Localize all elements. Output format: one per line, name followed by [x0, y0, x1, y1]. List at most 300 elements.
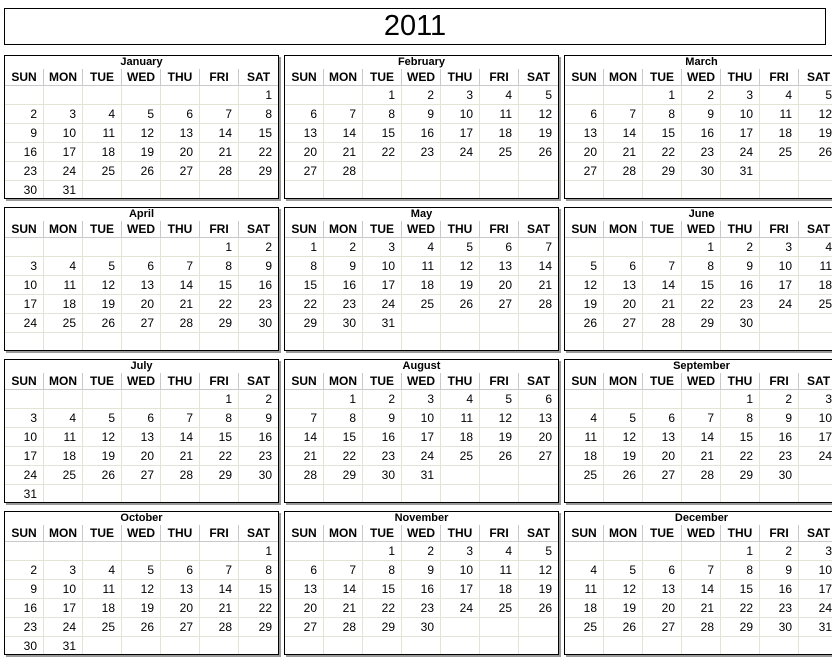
- day-cell: 5: [604, 561, 643, 580]
- empty-day-cell: [480, 466, 519, 485]
- day-cell: 25: [480, 599, 519, 618]
- day-cell: 23: [239, 295, 278, 314]
- day-cell: 15: [363, 124, 402, 143]
- empty-day-cell: [5, 238, 44, 257]
- weekday-header: MON: [604, 221, 643, 238]
- day-cell: 22: [324, 447, 363, 466]
- day-cell: 14: [643, 276, 682, 295]
- day-cell: 9: [402, 105, 441, 124]
- day-cell: 16: [5, 599, 44, 618]
- day-cell: 31: [721, 162, 760, 181]
- day-cell: 26: [604, 466, 643, 485]
- day-cell: 4: [83, 561, 122, 580]
- day-cell: 22: [721, 599, 760, 618]
- day-cell: 2: [239, 390, 278, 409]
- weekday-header: SAT: [799, 69, 832, 86]
- month-title: January: [120, 56, 163, 68]
- weekday-header: FRI: [480, 221, 519, 238]
- month-days-grid: [285, 221, 558, 351]
- day-cell: 27: [643, 618, 682, 637]
- empty-day-cell: [285, 181, 324, 199]
- empty-day-cell: [363, 181, 402, 199]
- day-cell: 12: [519, 561, 558, 580]
- empty-day-cell: [44, 333, 83, 351]
- weekday-header: FRI: [200, 221, 239, 238]
- empty-day-cell: [682, 542, 721, 561]
- day-cell: 21: [682, 447, 721, 466]
- day-cell: 19: [565, 295, 604, 314]
- day-cell: 25: [565, 618, 604, 637]
- day-cell: 11: [480, 561, 519, 580]
- empty-day-cell: [604, 181, 643, 199]
- day-cell: 14: [285, 428, 324, 447]
- weekday-header: FRI: [760, 69, 799, 86]
- empty-day-cell: [565, 181, 604, 199]
- day-cell: 27: [643, 466, 682, 485]
- day-cell: 10: [363, 257, 402, 276]
- day-cell: 19: [604, 447, 643, 466]
- day-cell: 30: [239, 466, 278, 485]
- empty-day-cell: [5, 333, 44, 351]
- day-cell: 13: [285, 580, 324, 599]
- empty-day-cell: [161, 390, 200, 409]
- day-cell: 2: [760, 390, 799, 409]
- weekday-header: WED: [122, 221, 161, 238]
- empty-day-cell: [122, 238, 161, 257]
- weekday-header: SAT: [799, 221, 832, 238]
- day-cell: 18: [441, 428, 480, 447]
- empty-day-cell: [721, 485, 760, 503]
- month-october: [4, 511, 279, 655]
- day-cell: 15: [285, 276, 324, 295]
- day-cell: 11: [565, 580, 604, 599]
- day-cell: 2: [324, 238, 363, 257]
- day-cell: 25: [799, 295, 832, 314]
- day-cell: 12: [604, 428, 643, 447]
- day-cell: 28: [200, 162, 239, 181]
- day-cell: 4: [402, 238, 441, 257]
- month-days-grid: [5, 525, 278, 655]
- empty-day-cell: [402, 314, 441, 333]
- day-cell: 3: [402, 390, 441, 409]
- day-cell: 24: [441, 599, 480, 618]
- day-cell: 15: [721, 580, 760, 599]
- day-cell: 18: [83, 599, 122, 618]
- day-cell: 22: [239, 599, 278, 618]
- empty-day-cell: [239, 181, 278, 199]
- day-cell: 4: [44, 257, 83, 276]
- day-cell: 28: [161, 466, 200, 485]
- weekday-header: WED: [402, 373, 441, 390]
- day-cell: 18: [799, 276, 832, 295]
- day-cell: 1: [239, 86, 278, 105]
- month-days-grid: [285, 373, 558, 503]
- empty-day-cell: [760, 162, 799, 181]
- day-cell: 17: [760, 276, 799, 295]
- day-cell: 2: [239, 238, 278, 257]
- weekday-header: MON: [44, 69, 83, 86]
- day-cell: 22: [643, 143, 682, 162]
- day-cell: 31: [402, 466, 441, 485]
- weekday-header: TUE: [643, 525, 682, 542]
- month-days-grid: [5, 69, 278, 199]
- day-cell: 23: [5, 162, 44, 181]
- day-cell: 6: [519, 390, 558, 409]
- empty-day-cell: [721, 333, 760, 351]
- day-cell: 12: [604, 580, 643, 599]
- month-title: November: [394, 512, 449, 524]
- day-cell: 11: [480, 105, 519, 124]
- day-cell: 17: [44, 599, 83, 618]
- day-cell: 27: [480, 295, 519, 314]
- day-cell: 3: [5, 257, 44, 276]
- weekday-header: SUN: [285, 69, 324, 86]
- day-cell: 6: [285, 561, 324, 580]
- day-cell: 28: [682, 618, 721, 637]
- weekday-header: WED: [122, 69, 161, 86]
- day-cell: 23: [5, 618, 44, 637]
- day-cell: 20: [285, 143, 324, 162]
- weekday-header: FRI: [200, 373, 239, 390]
- day-cell: 22: [363, 143, 402, 162]
- day-cell: 18: [402, 276, 441, 295]
- day-cell: 13: [161, 580, 200, 599]
- weekday-header: SAT: [519, 373, 558, 390]
- day-cell: 1: [363, 542, 402, 561]
- weekday-header: SUN: [565, 221, 604, 238]
- day-cell: 23: [239, 447, 278, 466]
- weekday-header: THU: [161, 525, 200, 542]
- weekday-header: TUE: [363, 373, 402, 390]
- day-cell: 11: [83, 124, 122, 143]
- empty-day-cell: [239, 333, 278, 351]
- day-cell: 29: [200, 466, 239, 485]
- weekday-header: SUN: [565, 525, 604, 542]
- day-cell: 6: [604, 257, 643, 276]
- day-cell: 22: [285, 295, 324, 314]
- empty-day-cell: [200, 181, 239, 199]
- day-cell: 28: [161, 314, 200, 333]
- month-days-grid: [565, 69, 832, 199]
- day-cell: 9: [5, 580, 44, 599]
- day-cell: 8: [643, 105, 682, 124]
- day-cell: 11: [799, 257, 832, 276]
- empty-day-cell: [519, 162, 558, 181]
- day-cell: 9: [5, 124, 44, 143]
- day-cell: 12: [799, 105, 832, 124]
- empty-day-cell: [441, 485, 480, 503]
- day-cell: 15: [643, 124, 682, 143]
- day-cell: 28: [682, 466, 721, 485]
- empty-day-cell: [760, 637, 799, 655]
- empty-day-cell: [324, 485, 363, 503]
- day-cell: 2: [402, 86, 441, 105]
- day-cell: 31: [799, 618, 832, 637]
- day-cell: 14: [682, 580, 721, 599]
- day-cell: 27: [604, 314, 643, 333]
- weekday-header: SAT: [519, 221, 558, 238]
- month-may: [284, 207, 559, 351]
- day-cell: 17: [5, 447, 44, 466]
- day-cell: 26: [480, 447, 519, 466]
- weekday-header: TUE: [83, 69, 122, 86]
- day-cell: 31: [44, 181, 83, 199]
- day-cell: 14: [519, 257, 558, 276]
- day-cell: 23: [402, 599, 441, 618]
- month-title: August: [402, 360, 441, 372]
- day-cell: 4: [565, 409, 604, 428]
- day-cell: 19: [480, 428, 519, 447]
- empty-day-cell: [643, 333, 682, 351]
- empty-day-cell: [161, 637, 200, 655]
- day-cell: 24: [799, 447, 832, 466]
- day-cell: 25: [44, 314, 83, 333]
- day-cell: 27: [161, 162, 200, 181]
- empty-day-cell: [643, 637, 682, 655]
- day-cell: 6: [122, 409, 161, 428]
- empty-day-cell: [200, 86, 239, 105]
- empty-day-cell: [441, 314, 480, 333]
- month-december: [564, 511, 832, 655]
- empty-day-cell: [122, 333, 161, 351]
- day-cell: 24: [44, 162, 83, 181]
- day-cell: 8: [721, 409, 760, 428]
- weekday-header: MON: [44, 373, 83, 390]
- day-cell: 26: [83, 466, 122, 485]
- day-cell: 4: [760, 86, 799, 105]
- month-title: December: [674, 512, 729, 524]
- day-cell: 20: [285, 599, 324, 618]
- day-cell: 10: [5, 276, 44, 295]
- empty-day-cell: [83, 542, 122, 561]
- day-cell: 7: [200, 105, 239, 124]
- day-cell: 4: [565, 561, 604, 580]
- empty-day-cell: [643, 181, 682, 199]
- day-cell: 13: [161, 124, 200, 143]
- weekday-header: TUE: [643, 69, 682, 86]
- weekday-header: TUE: [363, 69, 402, 86]
- day-cell: 29: [682, 314, 721, 333]
- empty-day-cell: [721, 637, 760, 655]
- day-cell: 21: [324, 599, 363, 618]
- weekday-header: THU: [441, 221, 480, 238]
- day-cell: 10: [799, 561, 832, 580]
- month-july: [4, 359, 279, 503]
- weekday-header: SUN: [5, 69, 44, 86]
- day-cell: 23: [760, 447, 799, 466]
- day-cell: 20: [604, 295, 643, 314]
- day-cell: 21: [200, 143, 239, 162]
- empty-day-cell: [565, 485, 604, 503]
- empty-day-cell: [285, 333, 324, 351]
- day-cell: 17: [799, 428, 832, 447]
- empty-day-cell: [83, 238, 122, 257]
- weekday-header: FRI: [760, 221, 799, 238]
- empty-day-cell: [519, 637, 558, 655]
- day-cell: 19: [519, 124, 558, 143]
- day-cell: 16: [402, 580, 441, 599]
- weekday-header: THU: [441, 525, 480, 542]
- empty-day-cell: [643, 542, 682, 561]
- day-cell: 23: [721, 295, 760, 314]
- empty-day-cell: [682, 333, 721, 351]
- empty-day-cell: [161, 86, 200, 105]
- empty-day-cell: [44, 86, 83, 105]
- day-cell: 15: [200, 428, 239, 447]
- empty-day-cell: [604, 86, 643, 105]
- empty-day-cell: [324, 542, 363, 561]
- empty-day-cell: [480, 618, 519, 637]
- empty-day-cell: [161, 238, 200, 257]
- empty-day-cell: [565, 542, 604, 561]
- weekday-header: WED: [402, 525, 441, 542]
- day-cell: 5: [799, 86, 832, 105]
- day-cell: 26: [604, 618, 643, 637]
- empty-day-cell: [519, 181, 558, 199]
- day-cell: 28: [324, 618, 363, 637]
- day-cell: 20: [643, 599, 682, 618]
- day-cell: 23: [402, 143, 441, 162]
- day-cell: 16: [363, 428, 402, 447]
- empty-day-cell: [83, 333, 122, 351]
- day-cell: 18: [565, 447, 604, 466]
- weekday-header: TUE: [643, 221, 682, 238]
- day-cell: 24: [760, 295, 799, 314]
- day-cell: 27: [122, 466, 161, 485]
- day-cell: 7: [604, 105, 643, 124]
- day-cell: 15: [363, 580, 402, 599]
- weekday-header: WED: [122, 525, 161, 542]
- day-cell: 13: [122, 276, 161, 295]
- day-cell: 16: [721, 276, 760, 295]
- empty-day-cell: [760, 181, 799, 199]
- weekday-header: FRI: [760, 525, 799, 542]
- month-february: [284, 55, 559, 199]
- weekday-header: FRI: [480, 525, 519, 542]
- day-cell: 18: [83, 143, 122, 162]
- day-cell: 25: [402, 295, 441, 314]
- month-march: [564, 55, 832, 199]
- empty-day-cell: [83, 390, 122, 409]
- day-cell: 25: [441, 447, 480, 466]
- weekday-header: MON: [44, 525, 83, 542]
- day-cell: 5: [604, 409, 643, 428]
- day-cell: 28: [285, 466, 324, 485]
- day-cell: 5: [83, 409, 122, 428]
- weekday-header: SUN: [5, 221, 44, 238]
- empty-day-cell: [682, 390, 721, 409]
- empty-day-cell: [565, 637, 604, 655]
- empty-day-cell: [799, 466, 832, 485]
- day-cell: 23: [363, 447, 402, 466]
- day-cell: 1: [643, 86, 682, 105]
- day-cell: 24: [363, 295, 402, 314]
- day-cell: 11: [44, 276, 83, 295]
- day-cell: 14: [682, 428, 721, 447]
- day-cell: 21: [161, 295, 200, 314]
- day-cell: 9: [402, 561, 441, 580]
- day-cell: 30: [402, 618, 441, 637]
- day-cell: 21: [604, 143, 643, 162]
- day-cell: 28: [200, 618, 239, 637]
- day-cell: 20: [643, 447, 682, 466]
- weekday-header: SAT: [799, 525, 832, 542]
- empty-day-cell: [519, 333, 558, 351]
- weekday-header: SAT: [519, 69, 558, 86]
- empty-day-cell: [565, 333, 604, 351]
- day-cell: 16: [239, 276, 278, 295]
- empty-day-cell: [402, 637, 441, 655]
- day-cell: 5: [83, 257, 122, 276]
- day-cell: 5: [565, 257, 604, 276]
- day-cell: 19: [604, 599, 643, 618]
- day-cell: 30: [363, 466, 402, 485]
- day-cell: 8: [324, 409, 363, 428]
- empty-day-cell: [604, 637, 643, 655]
- weekday-header: FRI: [480, 373, 519, 390]
- day-cell: 29: [324, 466, 363, 485]
- day-cell: 27: [161, 618, 200, 637]
- month-april: [4, 207, 279, 351]
- empty-day-cell: [682, 485, 721, 503]
- day-cell: 6: [643, 409, 682, 428]
- weekday-header: FRI: [200, 525, 239, 542]
- empty-day-cell: [5, 86, 44, 105]
- empty-day-cell: [565, 238, 604, 257]
- empty-day-cell: [285, 637, 324, 655]
- weekday-header: FRI: [200, 69, 239, 86]
- weekday-header: MON: [324, 221, 363, 238]
- empty-day-cell: [122, 485, 161, 503]
- day-cell: 28: [643, 314, 682, 333]
- month-title: October: [120, 512, 163, 524]
- day-cell: 29: [239, 618, 278, 637]
- day-cell: 8: [239, 561, 278, 580]
- day-cell: 1: [200, 390, 239, 409]
- day-cell: 27: [285, 618, 324, 637]
- day-cell: 1: [721, 390, 760, 409]
- day-cell: 24: [721, 143, 760, 162]
- day-cell: 2: [760, 542, 799, 561]
- day-cell: 8: [200, 409, 239, 428]
- month-september: [564, 359, 832, 503]
- day-cell: 19: [83, 295, 122, 314]
- day-cell: 30: [721, 314, 760, 333]
- weekday-header: THU: [441, 373, 480, 390]
- year-title: 2011: [4, 8, 826, 45]
- day-cell: 20: [480, 276, 519, 295]
- month-days-grid: [565, 373, 832, 503]
- weekday-header: THU: [441, 69, 480, 86]
- empty-day-cell: [799, 181, 832, 199]
- month-title: September: [673, 360, 730, 372]
- day-cell: 27: [565, 162, 604, 181]
- day-cell: 13: [565, 124, 604, 143]
- day-cell: 30: [5, 181, 44, 199]
- empty-day-cell: [682, 181, 721, 199]
- empty-day-cell: [402, 485, 441, 503]
- day-cell: 13: [122, 428, 161, 447]
- day-cell: 17: [721, 124, 760, 143]
- day-cell: 1: [200, 238, 239, 257]
- day-cell: 7: [161, 257, 200, 276]
- month-title: March: [685, 56, 718, 68]
- day-cell: 12: [519, 105, 558, 124]
- day-cell: 22: [721, 447, 760, 466]
- day-cell: 20: [565, 143, 604, 162]
- day-cell: 22: [200, 295, 239, 314]
- day-cell: 2: [682, 86, 721, 105]
